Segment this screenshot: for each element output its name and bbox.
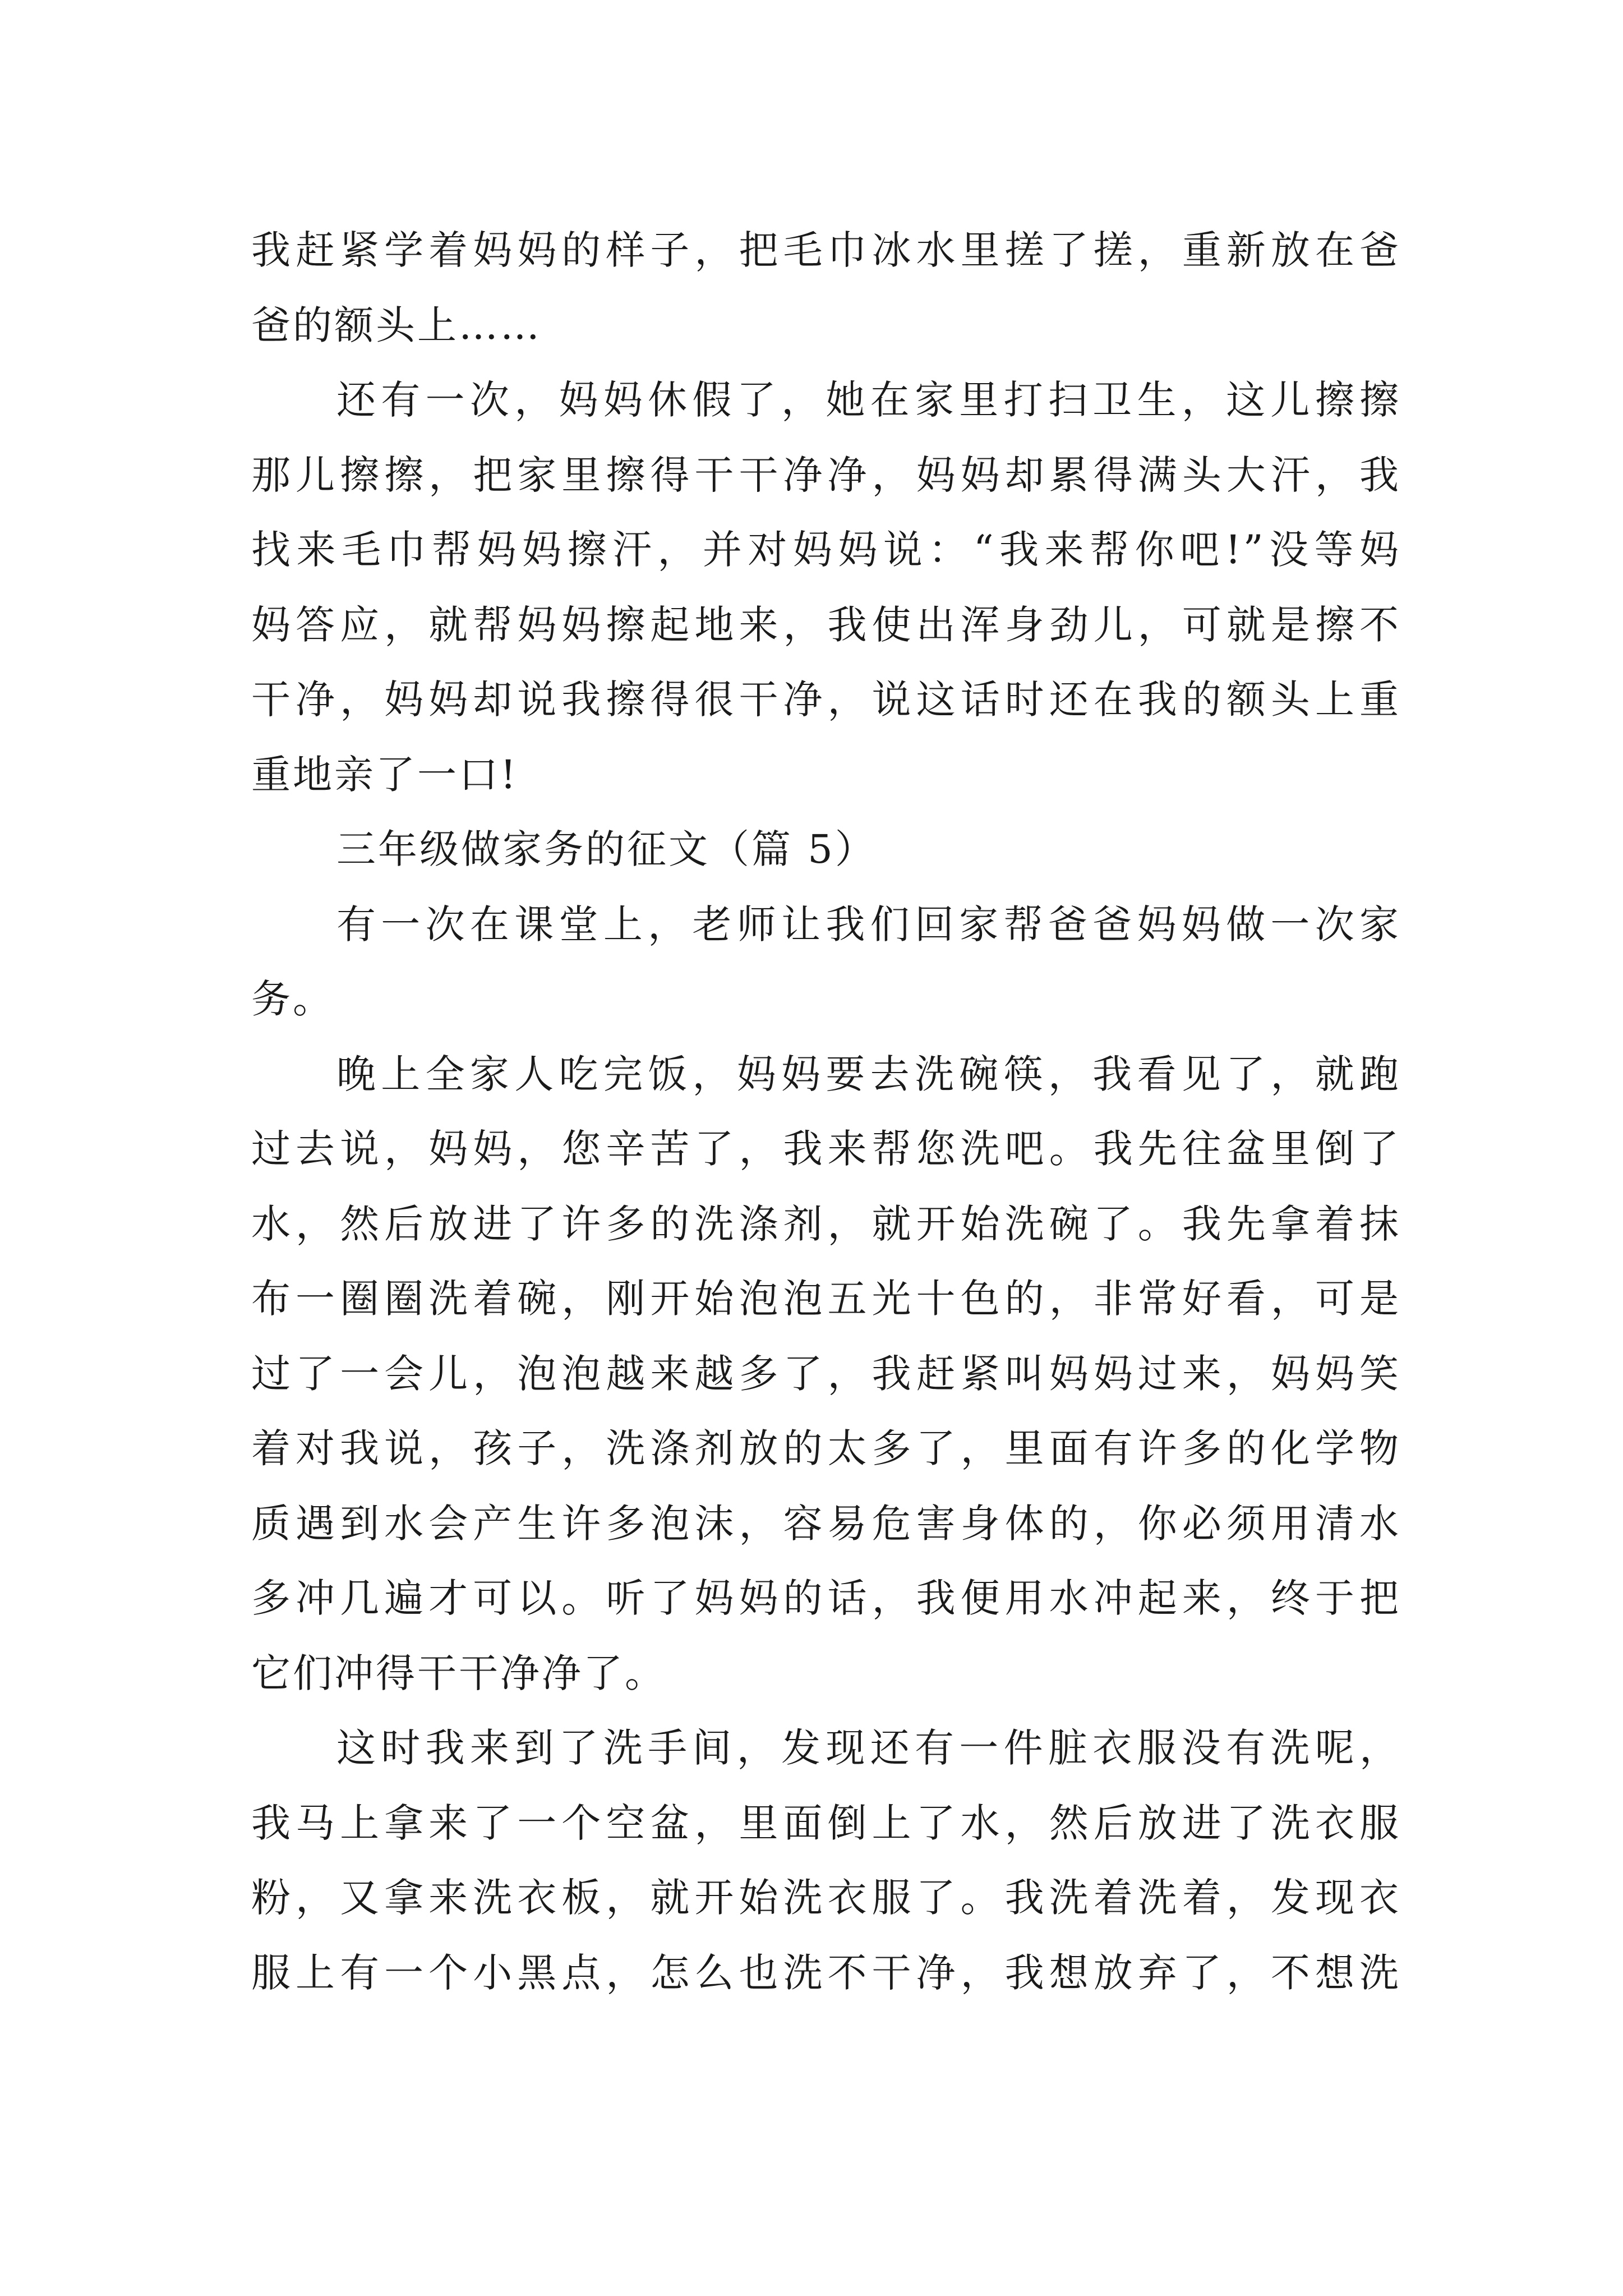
text-line: 那儿擦擦，把家里擦得干干净净，妈妈却累得满头大汗，我 [251,452,1401,498]
text-line: 三年级做家务的征文（篇 5） [336,826,877,872]
text-line: 这时我来到了洗手间，发现还有一件脏衣服没有洗呢， [336,1725,1401,1771]
text-line: 过去说，妈妈，您辛苦了，我来帮您洗吧。我先往盆里倒了 [251,1126,1401,1172]
text-line: 多冲几遍才可以。听了妈妈的话，我便用水冲起来，终于把 [251,1575,1401,1621]
document-body [251,213,1401,2010]
text-line: 晚上全家人吃完饭，妈妈要去洗碗筷，我看见了，就跑 [336,1051,1401,1097]
text-line: 着对我说，孩子，洗涤剂放的太多了，里面有许多的化学物 [251,1425,1401,1471]
text-line: 务。 [251,976,334,1022]
text-line: 找来毛巾帮妈妈擦汗，并对妈妈说：“我来帮你吧!”没等妈 [251,527,1401,573]
text-line: 服上有一个小黑点，怎么也洗不干净，我想放弃了，不想洗 [251,1949,1401,1996]
text-line: 干净，妈妈却说我擦得很干净，说这话时还在我的额头上重 [251,677,1401,723]
text-line: 妈答应，就帮妈妈擦起地来，我使出浑身劲儿，可就是擦不 [251,601,1401,648]
text-line: 重地亲了一口! [251,751,519,798]
text-line: 布一圈圈洗着碗，刚开始泡泡五光十色的，非常好看，可是 [251,1276,1401,1322]
text-line: 粉，又拿来洗衣板，就开始洗衣服了。我洗着洗着，发现衣 [251,1875,1401,1921]
text-line: 水，然后放进了许多的洗涤剂，就开始洗碗了。我先拿着抹 [251,1200,1401,1247]
text-line: 爸的额头上…… [251,302,542,348]
text-line: 过了一会儿，泡泡越来越多了，我赶紧叫妈妈过来，妈妈笑 [251,1350,1401,1397]
text-line: 我马上拿来了一个空盆，里面倒上了水，然后放进了洗衣服 [251,1800,1401,1846]
text-line: 还有一次，妈妈休假了，她在家里打扫卫生，这儿擦擦 [336,377,1401,423]
text-line: 我赶紧学着妈妈的样子，把毛巾冰水里搓了搓，重新放在爸 [251,227,1401,273]
text-line: 它们冲得干干净净了。 [251,1650,666,1696]
text-line: 有一次在课堂上，老师让我们回家帮爸爸妈妈做一次家 [336,901,1401,947]
text-line: 质遇到水会产生许多泡沫，容易危害身体的，你必须用清水 [251,1500,1401,1547]
